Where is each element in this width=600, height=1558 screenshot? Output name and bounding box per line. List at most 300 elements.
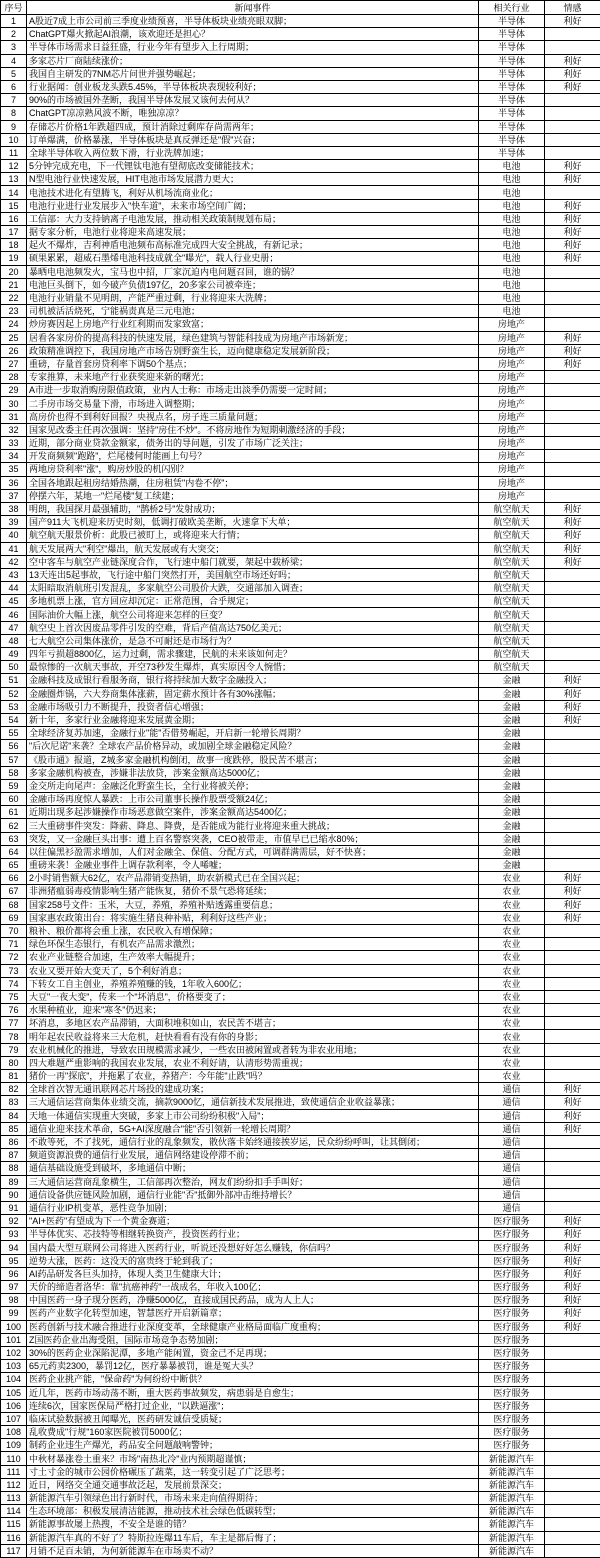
cell-index: 92: [1, 1215, 27, 1228]
cell-index: 15: [1, 199, 27, 212]
cell-news-event: 通信行业IP机变革，恶性竞争加剧；: [27, 1201, 479, 1214]
table-row: [1, 1149, 600, 1162]
table-row: [1, 120, 600, 133]
cell-index: 115: [1, 1518, 27, 1531]
cell-sentiment: 利好: [545, 252, 600, 265]
cell-industry: 农业: [479, 938, 545, 951]
cell-news-event: 新能源汽车引领绿色出行新时代，市场未来走向值得期待；: [27, 1492, 479, 1505]
cell-index: 33: [1, 437, 27, 450]
cell-news-event: 最惊惨的一次航天事故，开空73秒发生爆炸，真实原因令人惋惜；: [27, 661, 479, 674]
table-row: [1, 845, 600, 858]
cell-sentiment: 利好: [545, 1281, 600, 1294]
cell-news-event: 寸土寸金的城市公园价格碾压了蔬菜，这一转变引起了广泛思考；: [27, 1465, 479, 1478]
table-row: [1, 318, 600, 331]
cell-index: 89: [1, 1175, 27, 1188]
cell-news-event: 七大航空公司集体涨价，是急不可耐还是市场行为？: [27, 634, 479, 647]
cell-sentiment: [545, 1465, 600, 1478]
cell-news-event: 电池巨头倒下，如今破产负债197亿，20多家公司被牵连；: [27, 278, 479, 291]
cell-index: 35: [1, 463, 27, 476]
cell-industry: 农业: [479, 951, 545, 964]
cell-index: 63: [1, 832, 27, 845]
cell-sentiment: 利好: [545, 239, 600, 252]
cell-news-event: 农业机械化的推进，导致农田规模需求减少，一些农田被闲置或者转为非农业用地；: [27, 1043, 479, 1056]
table-row: [1, 67, 600, 80]
cell-news-event: 多家金融机构被查，涉嫌非法放贷，涉案金额高达5000亿；: [27, 766, 479, 779]
cell-sentiment: [545, 291, 600, 304]
cell-sentiment: [545, 120, 600, 133]
cell-news-event: 政策精准调控下，我国房地产市场告别野蛮生长，迈向健康稳定发展新阶段；: [27, 344, 479, 357]
cell-news-event: 航空航天服景价析：此股已被盯上，或将迎来大行情；: [27, 529, 479, 542]
cell-news-event: 13天连出5起事故，飞行途中船门突然打开，美国航空市场还好吗；: [27, 568, 479, 581]
cell-news-event: 制药企业违生产爆光，药品安全问题敲响警钟；: [27, 1439, 479, 1452]
cell-news-event: A股近7成上市公司前三季度业绩预喜，半导体板块业绩亮眼双脚；: [27, 15, 479, 28]
cell-index: 106: [1, 1399, 27, 1412]
table-row: [1, 371, 600, 384]
cell-sentiment: 利好: [545, 212, 600, 225]
cell-sentiment: 利好: [545, 54, 600, 67]
cell-industry: 电池: [479, 186, 545, 199]
cell-industry: 房地产: [479, 318, 545, 331]
cell-sentiment: [545, 819, 600, 832]
table-row: [1, 502, 600, 515]
cell-sentiment: 利好: [545, 226, 600, 239]
cell-news-event: 生态环境部：积极发展清洁能源，推动技术社会绿色低碳转型；: [27, 1505, 479, 1518]
cell-industry: 金融: [479, 832, 545, 845]
table-row: [1, 94, 600, 107]
table-row: [1, 1109, 600, 1122]
cell-news-event: 航天发展两大"利空"爆出，航天发展或有大突交；: [27, 542, 479, 555]
cell-sentiment: [545, 318, 600, 331]
cell-sentiment: [545, 779, 600, 792]
cell-index: 16: [1, 212, 27, 225]
table-row: [1, 1254, 600, 1267]
cell-news-event: 重磅，存量首套房贷利率下调50个基点；: [27, 357, 479, 370]
cell-index: 28: [1, 371, 27, 384]
cell-industry: 通信: [479, 1122, 545, 1135]
cell-sentiment: [545, 1478, 600, 1491]
cell-sentiment: 利好: [545, 80, 600, 93]
cell-index: 56: [1, 740, 27, 753]
cell-news-event: 暴晒电电池频发火，宝马也中招，厂家沉迫内电问题召回，谁的锅？: [27, 265, 479, 278]
cell-news-event: 近期出现多起涉嫌操作市场恶意做空案件，涉案金额高达5400亿；: [27, 806, 479, 819]
cell-sentiment: 利好: [545, 1294, 600, 1307]
cell-index: 23: [1, 305, 27, 318]
cell-index: 114: [1, 1505, 27, 1518]
table-row: [1, 80, 600, 93]
cell-index: 103: [1, 1360, 27, 1373]
cell-sentiment: [545, 146, 600, 159]
cell-industry: 航空航天: [479, 608, 545, 621]
cell-sentiment: [545, 977, 600, 990]
table-row: [1, 146, 600, 159]
column-header-news-event: 新闻事件: [27, 1, 479, 15]
cell-sentiment: [545, 1531, 600, 1544]
table-row: [1, 1373, 600, 1386]
cell-sentiment: [545, 450, 600, 463]
table-row: [1, 1307, 600, 1320]
table-row: [1, 1162, 600, 1175]
cell-news-event: 多地机票上涨，官方回应却沉定：正常范围，合乎规定；: [27, 595, 479, 608]
cell-sentiment: 利好: [545, 872, 600, 885]
cell-sentiment: 利好: [545, 516, 600, 529]
cell-industry: 通信: [479, 1162, 545, 1175]
cell-index: 12: [1, 160, 27, 173]
table-row: [1, 1544, 600, 1557]
cell-sentiment: [545, 1162, 600, 1175]
table-row: [1, 872, 600, 885]
table-row: [1, 634, 600, 647]
cell-industry: 金融: [479, 753, 545, 766]
cell-news-event: 医药企业挑产能，"保命药"为何纷纷中断供？: [27, 1373, 479, 1386]
table-row: [1, 1135, 600, 1148]
cell-news-event: 据专家分析，电池行业将迎来高速发展；: [27, 226, 479, 239]
cell-news-event: 四大难题严重影响的我国农业发展，农业不利好请，认清形势需重视；: [27, 1056, 479, 1069]
cell-news-event: 半导体优实、芯技特等相继转换资产，投资医药行业；: [27, 1228, 479, 1241]
cell-sentiment: [545, 1373, 600, 1386]
cell-sentiment: 利好: [545, 700, 600, 713]
cell-sentiment: [545, 278, 600, 291]
cell-news-event: 高房价也得不到利好回报？央视点名，房子连三质量问题；: [27, 410, 479, 423]
cell-index: 43: [1, 568, 27, 581]
cell-industry: 医疗服务: [479, 1346, 545, 1359]
table-row: [1, 674, 600, 687]
table-row: [1, 582, 600, 595]
cell-news-event: 乱收费成"行规"160家医院被罚5000亿；: [27, 1426, 479, 1439]
cell-index: 49: [1, 648, 27, 661]
cell-index: 40: [1, 529, 27, 542]
cell-index: 70: [1, 924, 27, 937]
cell-news-event: 通信业迎来技术革命，5G+AI深度融合"能"否引领新一轮增长周期？: [27, 1122, 479, 1135]
cell-industry: 航空航天: [479, 634, 545, 647]
table-row: [1, 331, 600, 344]
cell-news-event: 居看各家房价的提高科技的快速发展，绿色建筑与智能科技成为房地产市场新宠；: [27, 331, 479, 344]
cell-news-event: 临床试验数据被丑闻曝光，医药研发诚信受质疑；: [27, 1412, 479, 1425]
cell-news-event: 国内最大型互联网公司将进入医药行业，听说还没想好好怎么赚钱，你信吗？: [27, 1241, 479, 1254]
cell-industry: 航空航天: [479, 542, 545, 555]
cell-index: 66: [1, 872, 27, 885]
cell-sentiment: [545, 1360, 600, 1373]
cell-industry: 房地产: [479, 384, 545, 397]
cell-index: 112: [1, 1478, 27, 1491]
table-row: [1, 1070, 600, 1083]
cell-industry: 半导体: [479, 67, 545, 80]
table-row: [1, 1333, 600, 1346]
cell-industry: 医疗服务: [479, 1439, 545, 1452]
cell-news-event: 猪价一再"探底"，并拖累了农业，养猪产：今年能"止跌"吗？: [27, 1070, 479, 1083]
cell-news-event: 金融圈炸锅，六大券商集体涨薪，固定薪水预计各有30%涨幅；: [27, 687, 479, 700]
cell-sentiment: [545, 423, 600, 436]
cell-sentiment: [545, 1346, 600, 1359]
table-row: [1, 964, 600, 977]
table-row: [1, 489, 600, 502]
table-row: [1, 357, 600, 370]
cell-news-event: 二手房市场交易量下滑，市场进入调整期；: [27, 397, 479, 410]
cell-industry: 航空航天: [479, 621, 545, 634]
cell-index: 90: [1, 1188, 27, 1201]
cell-sentiment: [545, 371, 600, 384]
cell-index: 109: [1, 1439, 27, 1452]
cell-news-event: 不敢等死，不了找死，通信行业的乱象频发，散伙落卡始终通接挨岁运，民众纷纷呼叫，让其倒闭；: [27, 1135, 479, 1148]
cell-index: 25: [1, 331, 27, 344]
cell-industry: 半导体: [479, 41, 545, 54]
table-row: [1, 212, 600, 225]
cell-index: 37: [1, 489, 27, 502]
cell-index: 108: [1, 1426, 27, 1439]
cell-industry: 房地产: [479, 423, 545, 436]
cell-sentiment: [545, 661, 600, 674]
table-row: [1, 1228, 600, 1241]
cell-sentiment: [545, 1412, 600, 1425]
table-row: [1, 516, 600, 529]
cell-news-event: 金融市场吸引力不断提升，投资者信心增强；: [27, 700, 479, 713]
cell-industry: 医疗服务: [479, 1307, 545, 1320]
table-row: [1, 384, 600, 397]
cell-index: 31: [1, 410, 27, 423]
cell-industry: 医疗服务: [479, 1386, 545, 1399]
cell-news-event: 坏消息，多地区农产品滞销，大面积堆积如山，农民苦不堪言；: [27, 1017, 479, 1030]
table-row: [1, 595, 600, 608]
cell-news-event: 国家258号文件：玉米，大豆，养殖，养殖补贴透露重要信息；: [27, 898, 479, 911]
cell-news-event: 全国各地跟起租房结婚热潮，住房租赁"内卷不停"；: [27, 476, 479, 489]
cell-sentiment: 利好: [545, 1096, 600, 1109]
cell-news-event: 全球首次智无通讯联网芯片场投的建成功案；: [27, 1083, 479, 1096]
table-row: [1, 1505, 600, 1518]
cell-industry: 通信: [479, 1109, 545, 1122]
cell-sentiment: 利好: [545, 555, 600, 568]
cell-sentiment: [545, 634, 600, 647]
cell-industry: 航空航天: [479, 516, 545, 529]
cell-news-event: 农业又要开始大变天了，5个利好消息；: [27, 964, 479, 977]
cell-industry: 新能源汽车: [479, 1544, 545, 1557]
table-row: [1, 1452, 600, 1465]
table-row: [1, 1386, 600, 1399]
cell-index: 85: [1, 1122, 27, 1135]
cell-industry: 新能源汽车: [479, 1478, 545, 1491]
cell-sentiment: [545, 1149, 600, 1162]
cell-industry: 半导体: [479, 80, 545, 93]
cell-index: 71: [1, 938, 27, 951]
table-row: [1, 1004, 600, 1017]
cell-sentiment: [545, 727, 600, 740]
cell-industry: 医疗服务: [479, 1399, 545, 1412]
cell-index: 8: [1, 107, 27, 120]
cell-industry: 农业: [479, 1043, 545, 1056]
cell-news-event: 三大重磅事件突发：降薪、降息、降费，是否能成为能行业将迎来重大挑战；: [27, 819, 479, 832]
cell-sentiment: [545, 938, 600, 951]
cell-industry: 医疗服务: [479, 1373, 545, 1386]
cell-sentiment: [545, 463, 600, 476]
table-row: [1, 608, 600, 621]
cell-news-event: ChatGPT凉凉熟风波不断，唯独凉凉？: [27, 107, 479, 120]
cell-sentiment: 利好: [545, 542, 600, 555]
table-row: [1, 555, 600, 568]
cell-index: 82: [1, 1083, 27, 1096]
table-row: [1, 1188, 600, 1201]
table-row: [1, 779, 600, 792]
cell-index: 19: [1, 252, 27, 265]
cell-index: 20: [1, 265, 27, 278]
cell-news-event: 司机被活活烧死，宁能祸责真是三元电池；: [27, 305, 479, 318]
table-row: [1, 529, 600, 542]
table-row: [1, 1281, 600, 1294]
table-row: [1, 1056, 600, 1069]
cell-index: 27: [1, 357, 27, 370]
cell-news-event: 绿色环保生态银行，有机农产品需求激烈；: [27, 938, 479, 951]
cell-news-event: 非洲猪瘟弱毒疫情影响生猪产能恢复，猪价不景气恐将延续；: [27, 885, 479, 898]
column-header-industry: 相关行业: [479, 1, 545, 15]
cell-index: 52: [1, 687, 27, 700]
table-row: [1, 1518, 600, 1531]
table-row: [1, 1122, 600, 1135]
table-row: [1, 1267, 600, 1280]
cell-sentiment: [545, 595, 600, 608]
cell-news-event: 30%的医药企业深陷泥潭，多地产能闲置，资金己不足再现；: [27, 1346, 479, 1359]
table-row: [1, 1399, 600, 1412]
cell-index: 22: [1, 291, 27, 304]
cell-sentiment: [545, 1505, 600, 1518]
cell-index: 65: [1, 859, 27, 872]
cell-news-event: 半导体市场需求日益狂盛，行业今年有望步入上行周期；: [27, 41, 479, 54]
table-row: [1, 1175, 600, 1188]
cell-news-event: 新能源事故屡上热搜，不安全是谁的错？: [27, 1518, 479, 1531]
cell-index: 55: [1, 727, 27, 740]
cell-industry: 新能源汽车: [479, 1492, 545, 1505]
cell-index: 75: [1, 990, 27, 1003]
table-row: [1, 186, 600, 199]
cell-index: 17: [1, 226, 27, 239]
table-row: [1, 423, 600, 436]
cell-sentiment: [545, 990, 600, 1003]
table-row: [1, 15, 600, 28]
cell-sentiment: 利好: [545, 1254, 600, 1267]
cell-sentiment: 利好: [545, 160, 600, 173]
cell-sentiment: 利好: [545, 357, 600, 370]
cell-sentiment: [545, 305, 600, 318]
table-row: [1, 911, 600, 924]
cell-industry: 农业: [479, 872, 545, 885]
cell-news-event: 通信基础设施受到破坏，多地通信中断；: [27, 1162, 479, 1175]
cell-news-event: 下转女工自主创业，养殖养殖赚的钱，1年收入600亿；: [27, 977, 479, 990]
cell-industry: 金融: [479, 859, 545, 872]
cell-industry: 电池: [479, 173, 545, 186]
cell-industry: 金融: [479, 793, 545, 806]
cell-sentiment: 利好: [545, 898, 600, 911]
cell-index: 45: [1, 595, 27, 608]
cell-sentiment: [545, 1201, 600, 1214]
cell-sentiment: [545, 582, 600, 595]
cell-news-event: 以往偏黑衫盈需求增加，人们对金融全、保值、分配方式，可调群满需层，好不快喜；: [27, 845, 479, 858]
cell-sentiment: [545, 1426, 600, 1439]
cell-index: 99: [1, 1307, 27, 1320]
cell-news-event: 医药创新与技术融合推进行业深度变革，全球健康产业格局面临广度重构；: [27, 1320, 479, 1333]
cell-index: 69: [1, 911, 27, 924]
cell-sentiment: [545, 793, 600, 806]
cell-sentiment: [545, 397, 600, 410]
cell-industry: 半导体: [479, 54, 545, 67]
cell-industry: 半导体: [479, 133, 545, 146]
cell-index: 7: [1, 94, 27, 107]
table-row: [1, 239, 600, 252]
table-header: [1, 1, 600, 15]
table-row: [1, 160, 600, 173]
cell-sentiment: 利好: [545, 1109, 600, 1122]
cell-sentiment: [545, 1386, 600, 1399]
cell-news-event: 空中客车与航空产业链深度合作，飞行速中船门就要，架起中载桥梁；: [27, 555, 479, 568]
cell-sentiment: [545, 1135, 600, 1148]
cell-index: 86: [1, 1135, 27, 1148]
cell-news-event: 电池技术进化有望腾飞，利好从机场流商业化；: [27, 186, 479, 199]
table-row: [1, 1346, 600, 1359]
cell-sentiment: 利好: [545, 687, 600, 700]
cell-news-event: 三大通信运营商乱象横生，工信部再次整治，网友们纷纷扣手手叫好；: [27, 1175, 479, 1188]
cell-industry: 房地产: [479, 371, 545, 384]
cell-index: 64: [1, 845, 27, 858]
table-row: [1, 1201, 600, 1214]
cell-sentiment: [545, 621, 600, 634]
cell-industry: 通信: [479, 1135, 545, 1148]
cell-industry: 航空航天: [479, 568, 545, 581]
table-row: [1, 265, 600, 278]
cell-news-event: 国产911大飞机迎来历史时刻，低调打破欧美垄断，火速拿下大单；: [27, 516, 479, 529]
table-row: [1, 1492, 600, 1505]
table-row: [1, 740, 600, 753]
cell-industry: 新能源汽车: [479, 1452, 545, 1465]
cell-news-event: 行业据闻：创业板龙头跌5.45%，半导体板块表现较利好；: [27, 80, 479, 93]
cell-news-event: 90%的市场被国外垄断，我国半导体发展又该何去何从？: [27, 94, 479, 107]
cell-sentiment: [545, 568, 600, 581]
cell-industry: 新能源汽车: [479, 1465, 545, 1478]
cell-industry: 农业: [479, 898, 545, 911]
cell-sentiment: [545, 437, 600, 450]
cell-sentiment: 利好: [545, 1320, 600, 1333]
table-row: [1, 173, 600, 186]
cell-sentiment: [545, 608, 600, 621]
cell-sentiment: [545, 1492, 600, 1505]
cell-sentiment: [545, 832, 600, 845]
cell-industry: 新能源汽车: [479, 1505, 545, 1518]
table-row: [1, 54, 600, 67]
table-row: [1, 898, 600, 911]
cell-news-event: 国家惠农政策出台：将实施生猪良种补贴，利利好这些产业；: [27, 911, 479, 924]
cell-index: 110: [1, 1452, 27, 1465]
cell-index: 104: [1, 1373, 27, 1386]
cell-news-event: ChatGPT爆火掀起AI浪潮，该欢迎还是担心？: [27, 28, 479, 41]
cell-news-event: 我国自主研发的7NM芯片问世并强势崛起；: [27, 67, 479, 80]
table-row: [1, 1241, 600, 1254]
cell-industry: 农业: [479, 911, 545, 924]
cell-index: 1: [1, 15, 27, 28]
cell-index: 83: [1, 1096, 27, 1109]
cell-industry: 通信: [479, 1149, 545, 1162]
cell-index: 24: [1, 318, 27, 331]
cell-index: 72: [1, 951, 27, 964]
cell-index: 88: [1, 1162, 27, 1175]
cell-news-event: 通信设备供应链风险加剧，通信行业能"否"抵御外部冲击维持增长？: [27, 1188, 479, 1201]
cell-industry: 房地产: [479, 450, 545, 463]
cell-industry: 金融: [479, 700, 545, 713]
cell-industry: 电池: [479, 226, 545, 239]
cell-industry: 半导体: [479, 28, 545, 41]
table-row: [1, 41, 600, 54]
cell-index: 39: [1, 516, 27, 529]
cell-industry: 电池: [479, 239, 545, 252]
cell-index: 41: [1, 542, 27, 555]
cell-index: 81: [1, 1070, 27, 1083]
cell-industry: 通信: [479, 1083, 545, 1096]
cell-sentiment: [545, 1175, 600, 1188]
table-row: [1, 278, 600, 291]
cell-index: 46: [1, 608, 27, 621]
